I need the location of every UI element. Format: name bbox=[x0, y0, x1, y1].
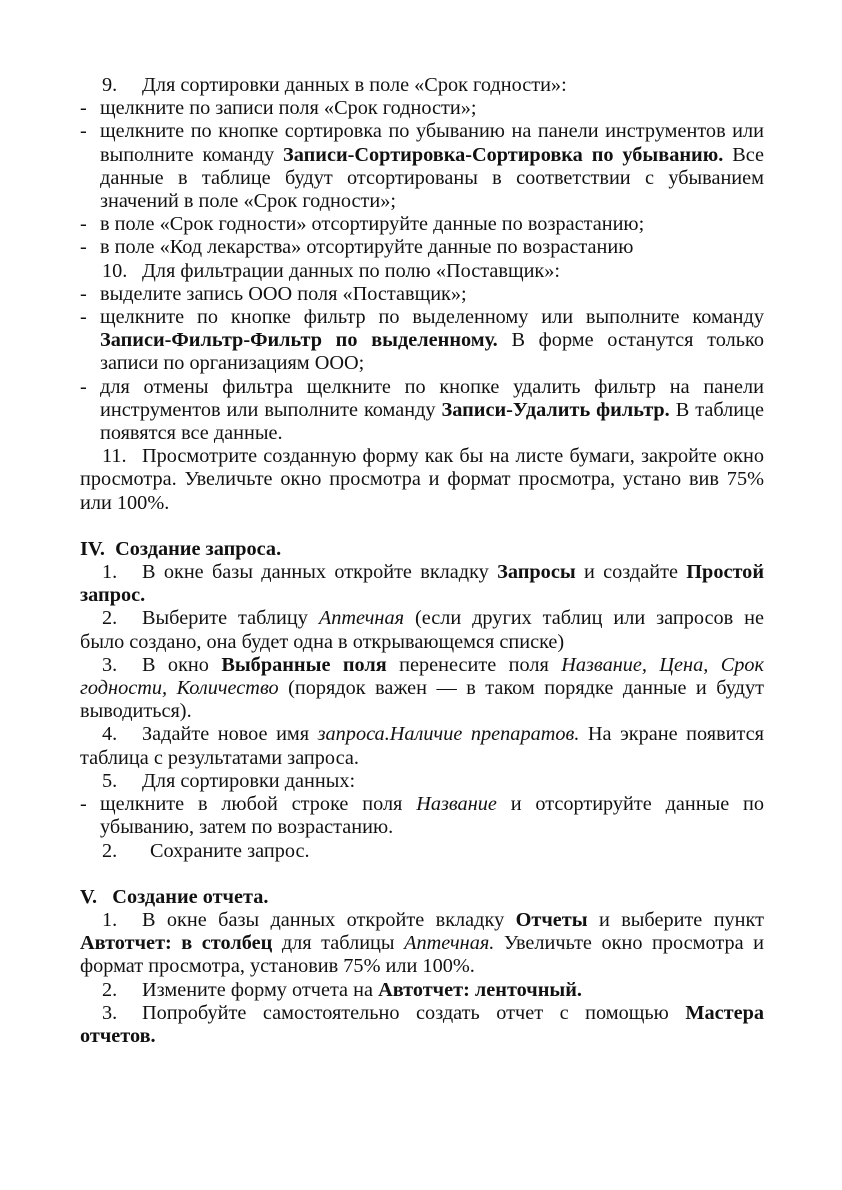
list-item: - щелкните по кнопке фильтр по выделенному или выполните команду Записи-Фильтр-Фильтр по выделенному. В форме останутся только записи по организациям ООО; bbox=[80, 306, 764, 375]
list-item: - для отмены фильтра щелкните по кнопке удалить фильтр на панели инструментов или выполните команду Записи-Удалить фильтр. В таблице появятся все данные. bbox=[80, 375, 764, 445]
document-page bbox=[80, 74, 764, 1048]
step-number: 9. bbox=[102, 74, 118, 96]
step-11 bbox=[80, 445, 764, 515]
step-number: 10. bbox=[102, 259, 128, 282]
step-v-1: 1. В окне базы данных откройте вкладку Отчеты и выберите пункт Автотчет: в столбец для таблицы Аптечная. Увеличьте окно просмотра и формат просмотра, установив 75% или 100%. bbox=[80, 908, 764, 978]
list-item: - в поле «Срок годности» отсортируйте данные по возрастанию; bbox=[80, 213, 645, 236]
list-item: - в поле «Код лекарства» отсортируйте данные по возрастанию bbox=[80, 236, 634, 259]
step-iv-1: 1. В окне базы данных откройте вкладку Запросы и создайте Простой запрос. bbox=[80, 561, 764, 607]
list-item: - щелкните по записи поля «Срок годности»; bbox=[80, 97, 477, 120]
section-heading-v: V. Создание отчета. bbox=[80, 885, 269, 908]
list-item: - выделите запись ООО поля «Поставщик»; bbox=[80, 282, 467, 305]
step-v-2: 2. Измените форму отчета на Автотчет: ленточный. bbox=[102, 978, 583, 1001]
step-text: Для сортировки данных в поле «Срок годности»: bbox=[142, 74, 567, 96]
list-item: - щелкните в любой строке поля Название и отсортируйте данные по убыванию, затем по возрастанию. bbox=[80, 793, 765, 839]
step-number: 11. bbox=[102, 445, 127, 468]
step-iv-6: 2. Сохраните запрос. bbox=[102, 839, 310, 862]
step-iv-2: 2. Выберите таблицу Аптечная (если других таблиц или запросов не было создано, она будет одна в открывающемся списке) bbox=[80, 607, 764, 653]
section-heading-iv: IV. Создание запроса. bbox=[80, 537, 282, 560]
step-iv-5: 5. Для сортировки данных: bbox=[102, 769, 356, 792]
step-text: Просмотрите созданную форму как бы на листе бумаги, закройте окно просмотра. Увеличьте окно просмотра и формат просмотра, устано вив 75% или 100%. bbox=[80, 445, 764, 514]
step-iv-4: 4. Задайте новое имя запроса.Наличие препаратов. На экране появится таблица с результатами запроса. bbox=[80, 723, 764, 769]
step-text: Для фильтрации данных по полю «Поставщик»: bbox=[142, 259, 561, 282]
list-item: - щелкните по кнопке сортировка по убыванию на панели инструментов или выполните команду Записи-Сортировка-Сортировка по убыванию. Все данные в таблице будут отсортированы в соответствии с убыванием значений в поле «Срок годности»; bbox=[80, 120, 764, 213]
step-9 bbox=[80, 74, 764, 97]
step-10 bbox=[80, 260, 764, 283]
step-iv-3: 3. В окно Выбранные поля перенесите поля Название, Цена, Срок годности, Количество (порядок важен — в таком порядке данные и будут выводиться). bbox=[80, 653, 764, 723]
step-v-3: 3. Попробуйте самостоятельно создать отчет с помощью Мастера отчетов. bbox=[80, 1001, 764, 1047]
